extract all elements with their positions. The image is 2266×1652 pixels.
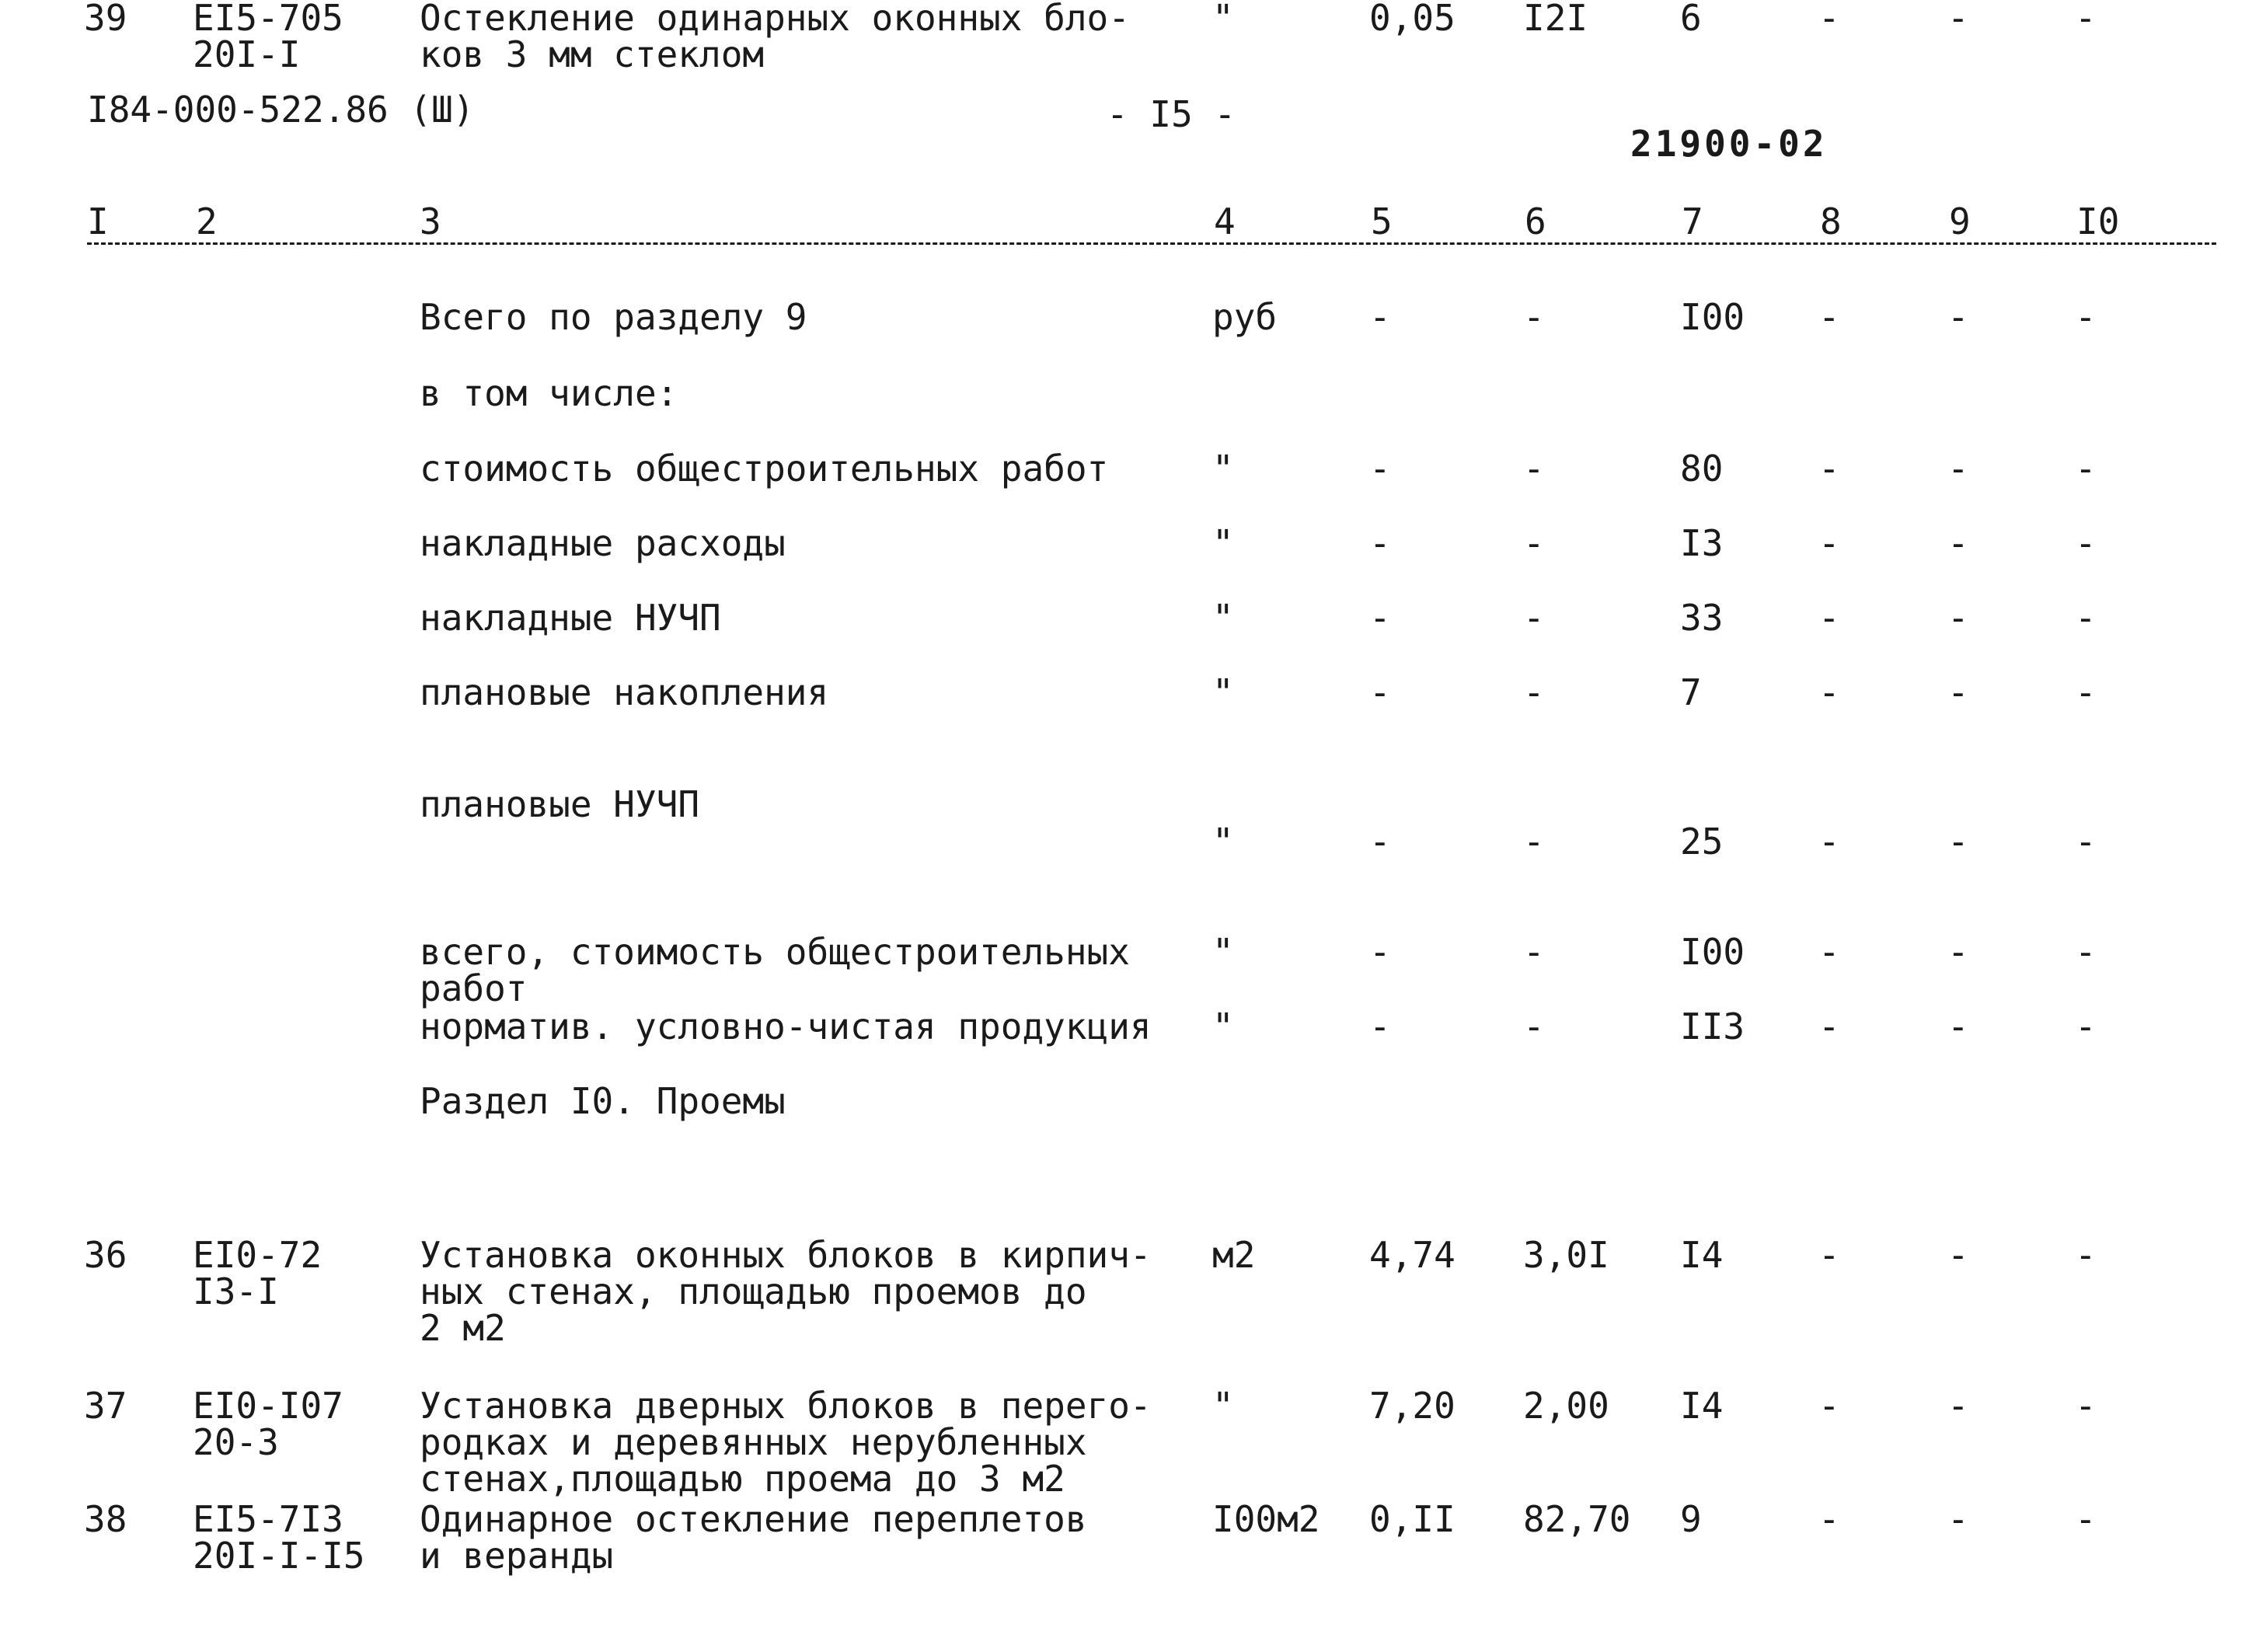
table-cell-col8: - — [1818, 0, 1840, 39]
column-header-2: 2 — [196, 200, 218, 242]
table-cell-col9: - — [1947, 448, 1969, 490]
table-cell-col5: - — [1369, 597, 1391, 639]
table-cell-col6: - — [1523, 597, 1545, 639]
table-cell-col4: " — [1212, 821, 1234, 863]
table-cell-col10: - — [2075, 0, 2097, 39]
table-cell-col7: 80 — [1680, 448, 1724, 490]
table-cell-col3: Остекление одинарных оконных бло- ков 3 мм стеклом — [420, 0, 1130, 75]
table-cell-col3: в том числе: — [420, 372, 678, 414]
table-cell-col7: 25 — [1680, 821, 1724, 863]
table-cell-col3: норматив. условно-чистая продукция — [420, 1005, 1152, 1047]
table-cell-col4: " — [1212, 0, 1234, 39]
table-cell-col4: " — [1212, 448, 1234, 490]
table-cell-col5: 0,II — [1369, 1498, 1455, 1540]
table-cell-col7: 7 — [1680, 671, 1702, 713]
column-header-3: 3 — [420, 200, 441, 242]
table-cell-col6: 2,00 — [1523, 1385, 1609, 1427]
table-cell-col6: - — [1523, 671, 1545, 713]
table-cell-col5: 0,05 — [1369, 0, 1455, 39]
table-cell-col10: - — [2075, 1005, 2097, 1047]
table-cell-col10: - — [2075, 597, 2097, 639]
table-cell-col6: - — [1523, 931, 1545, 973]
table-cell-col4: I00м2 — [1212, 1498, 1320, 1540]
table-cell-col8: - — [1818, 821, 1840, 863]
table-cell-col7: II3 — [1680, 1005, 1745, 1047]
table-cell-col7: I4 — [1680, 1385, 1724, 1427]
table-cell-col7: I00 — [1680, 931, 1745, 973]
table-cell-col10: - — [2075, 296, 2097, 338]
table-cell-col7: I3 — [1680, 522, 1724, 564]
table-cell-col8: - — [1818, 1234, 1840, 1276]
table-cell-col4: " — [1212, 931, 1234, 973]
table-cell-col9: - — [1947, 821, 1969, 863]
table-cell-col9: - — [1947, 1385, 1969, 1427]
table-cell-col7: I4 — [1680, 1234, 1724, 1276]
table-cell-col5: - — [1369, 296, 1391, 338]
table-cell-col3: Установка дверных блоков в перего- родках и деревянных нерубленных стенах,площадью проема до 3 м2 — [420, 1385, 1152, 1500]
table-cell-col10: - — [2075, 1234, 2097, 1276]
table-cell-col3: Одинарное остекление переплетов и веранды — [420, 1498, 1087, 1577]
table-cell-col7: 33 — [1680, 597, 1724, 639]
table-cell-col6: - — [1523, 522, 1545, 564]
table-cell-col8: - — [1818, 931, 1840, 973]
table-cell-col6: - — [1523, 821, 1545, 863]
table-cell-col8: - — [1818, 1005, 1840, 1047]
document-code: I84-000-522.86 (Ш) — [87, 89, 475, 131]
column-header-5: 5 — [1371, 200, 1393, 242]
table-cell-col9: - — [1947, 1005, 1969, 1047]
table-cell-col2: EI0-72 I3-I — [193, 1234, 322, 1312]
column-header-8: 8 — [1820, 200, 1842, 242]
table-cell-col5: - — [1369, 821, 1391, 863]
table-cell-col8: - — [1818, 597, 1840, 639]
table-cell-col10: - — [2075, 821, 2097, 863]
table-cell-col10: - — [2075, 448, 2097, 490]
table-cell-col4: " — [1212, 1385, 1234, 1427]
table-cell-col3: накладные расходы — [420, 522, 786, 564]
table-cell-col10: - — [2075, 1498, 2097, 1540]
table-cell-col1: 36 — [84, 1234, 127, 1276]
table-cell-col4: руб — [1212, 296, 1278, 338]
column-header-9: 9 — [1949, 200, 1971, 242]
table-cell-col5: - — [1369, 931, 1391, 973]
table-cell-col4: " — [1212, 597, 1234, 639]
table-cell-col8: - — [1818, 522, 1840, 564]
table-cell-col3: накладные НУЧП — [420, 597, 721, 639]
table-cell-col6: 3,0I — [1523, 1234, 1609, 1276]
table-cell-col4: м2 — [1212, 1234, 1256, 1276]
table-cell-col1: 37 — [84, 1385, 127, 1427]
table-cell-col5: 4,74 — [1369, 1234, 1455, 1276]
column-header-1: I — [87, 200, 109, 242]
table-cell-col1: 39 — [84, 0, 127, 39]
table-cell-col5: - — [1369, 1005, 1391, 1047]
column-header-6: 6 — [1525, 200, 1546, 242]
table-cell-col4: " — [1212, 1005, 1234, 1047]
table-cell-col4: " — [1212, 522, 1234, 564]
table-cell-col5: - — [1369, 522, 1391, 564]
table-cell-col5: - — [1369, 671, 1391, 713]
table-cell-col3: всего, стоимость общестроительных работ — [420, 931, 1130, 1009]
table-cell-col7: I00 — [1680, 296, 1745, 338]
table-cell-col9: - — [1947, 671, 1969, 713]
table-cell-col9: - — [1947, 931, 1969, 973]
table-cell-col6: 82,70 — [1523, 1498, 1631, 1540]
sheet-code: 21900-02 — [1630, 123, 1828, 165]
column-header-10: I0 — [2076, 200, 2120, 242]
table-cell-col9: - — [1947, 1498, 1969, 1540]
table-cell-col6: I2I — [1523, 0, 1588, 39]
table-cell-col9: - — [1947, 0, 1969, 39]
table-cell-col9: - — [1947, 296, 1969, 338]
table-cell-col8: - — [1818, 1385, 1840, 1427]
table-cell-col2: EI5-7I3 20I-I-I5 — [193, 1498, 365, 1577]
table-cell-col8: - — [1818, 671, 1840, 713]
table-cell-col10: - — [2075, 522, 2097, 564]
table-cell-col9: - — [1947, 597, 1969, 639]
column-header-7: 7 — [1682, 200, 1703, 242]
table-cell-col6: - — [1523, 448, 1545, 490]
table-cell-col8: - — [1818, 296, 1840, 338]
table-cell-col8: - — [1818, 1498, 1840, 1540]
table-cell-col9: - — [1947, 1234, 1969, 1276]
table-cell-col2: EI5-705 20I-I — [193, 0, 343, 75]
table-cell-col7: 9 — [1680, 1498, 1702, 1540]
table-cell-col4: " — [1212, 671, 1234, 713]
table-cell-col6: - — [1523, 1005, 1545, 1047]
table-cell-col3: плановые накопления — [420, 671, 829, 713]
table-cell-col3: плановые НУЧП — [420, 783, 700, 825]
table-cell-col3: Раздел I0. Проемы — [420, 1080, 786, 1122]
table-cell-col5: 7,20 — [1369, 1385, 1455, 1427]
table-cell-col7: 6 — [1680, 0, 1702, 39]
table-cell-col3: Установка оконных блоков в кирпич- ных стенах, площадью проемов до 2 м2 — [420, 1234, 1152, 1349]
column-header-4: 4 — [1214, 200, 1236, 242]
page-number: - I5 - — [1107, 93, 1236, 135]
table-cell-col9: - — [1947, 522, 1969, 564]
table-cell-col10: - — [2075, 671, 2097, 713]
table-cell-col2: EI0-I07 20-3 — [193, 1385, 343, 1463]
table-cell-col3: Всего по разделу 9 — [420, 296, 807, 338]
table-cell-col10: - — [2075, 931, 2097, 973]
table-cell-col10: - — [2075, 1385, 2097, 1427]
table-cell-col3: стоимость общестроительных работ — [420, 448, 1109, 490]
table-cell-col6: - — [1523, 296, 1545, 338]
table-cell-col1: 38 — [84, 1498, 127, 1540]
table-cell-col8: - — [1818, 448, 1840, 490]
table-cell-col5: - — [1369, 448, 1391, 490]
